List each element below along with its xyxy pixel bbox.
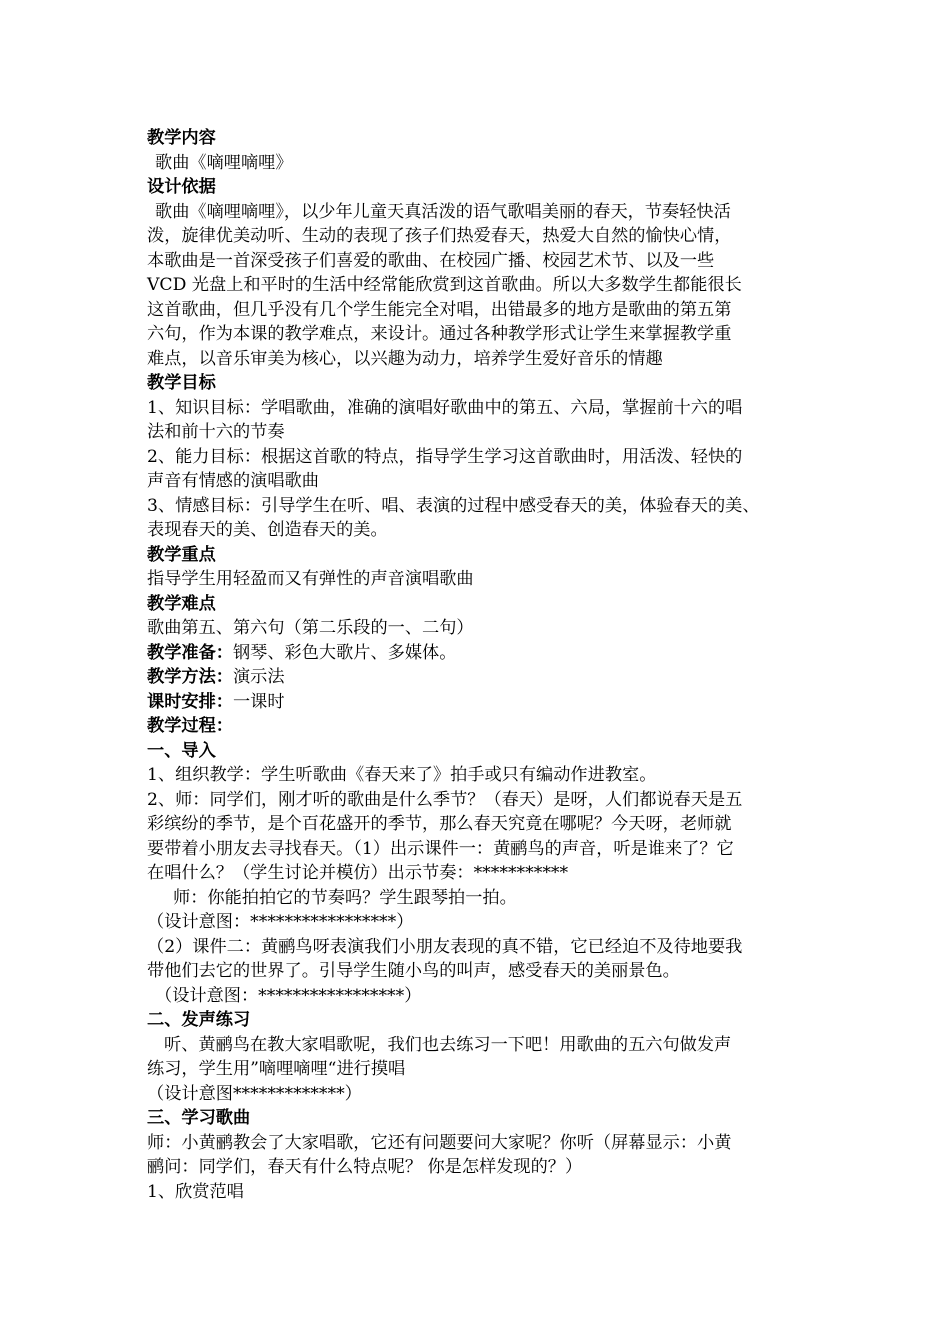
text-line: 歌曲《嘀哩嘀哩》，以少年儿童天真活泼的语气歌唱美丽的春天，节奏轻快活 — [155, 201, 731, 222]
text-line: 本歌曲是一首深受孩子们喜爱的歌曲、在校园广播、校园艺术节、以及一些 — [147, 250, 715, 271]
field-value: 演示法 — [232, 667, 285, 687]
text-line: 泼，旋律优美动听、生动的表现了孩子们热爱春天，热爱大自然的愉快心情， — [147, 226, 732, 246]
text-line — [147, 690, 837, 715]
text-line: 师：你能拍拍它的节奏吗？学生跟琴拍一拍。 — [173, 887, 517, 908]
field-value: 钢琴、彩色大歌片、多媒体。 — [232, 642, 457, 663]
section-heading: 教学目标 — [147, 373, 216, 393]
section-heading: 二、发声练习 — [147, 1010, 251, 1030]
text-line: 六句，作为本课的教学难点，来设计。通过各种教学形式让学生来掌握教学重 — [147, 324, 732, 344]
text-line: 听、黄鹂鸟在教大家唱歌呢，我们也去练习一下吧！用歌曲的五六句做发声 — [164, 1034, 732, 1055]
section-heading: 教学重点 — [147, 544, 216, 565]
text-line: 练习，学生用”嘀哩嘀哩“进行摸唱 — [147, 1059, 406, 1079]
field-value: 一课时 — [232, 691, 285, 712]
text-line: 师：小黄鹂教会了大家唱歌，它还有问题要问大家呢？你听（屏幕显示：小黄 — [147, 1132, 732, 1153]
text-line: VCD 光盘上和平时的生活中经常能欣赏到这首歌曲。所以大多数学生都能很长 — [147, 275, 742, 295]
text-line: 这首歌曲，但几乎没有几个学生能完全对唱，出错最多的地方是歌曲的第五第 — [147, 299, 732, 320]
text-line: 1、欣赏范唱 — [147, 1181, 244, 1202]
text-line: （设计意图：*****************） — [147, 912, 414, 932]
text-line — [147, 665, 837, 690]
text-line: 带他们去它的世界了。引导学生随小鸟的叫声，感受春天的美丽景色。 — [147, 961, 680, 981]
text-line: （设计意图*************） — [147, 1083, 362, 1104]
document-page — [147, 126, 837, 1204]
section-heading: 教学过程： — [147, 716, 233, 736]
text-line: 在唱什么？（学生讨论并模仿）出示节奏：*********** — [147, 863, 569, 883]
field-label: 教学方法： — [147, 667, 233, 687]
text-line: （设计意图：*****************） — [155, 985, 422, 1006]
text-line: 2、能力目标：根据这首歌的特点，指导学生学习这首歌曲时，用活泼、轻快的 — [147, 446, 743, 467]
section-heading: 设计依据 — [147, 177, 216, 197]
text-line: 彩缤纷的季节，是个百花盛开的季节，那么春天究竟在哪呢？今天呀，老师就 — [147, 814, 732, 834]
text-line: 表现春天的美、创造春天的美。 — [147, 520, 388, 540]
text-line: （2）课件二：黄鹂鸟呀表演我们小朋友表现的真不错，它已经迫不及待地要我 — [147, 936, 743, 957]
field-label: 课时安排： — [147, 691, 233, 712]
text-line: 歌曲第五、第六句（第二乐段的一、二句） — [147, 618, 474, 638]
text-line: 2、师：同学们，刚才听的歌曲是什么季节？（春天）是呀，人们都说春天是五 — [147, 789, 743, 810]
text-line: 3、情感目标：引导学生在听、唱、表演的过程中感受春天的美，体验春天的美、 — [147, 495, 760, 516]
text-line: 鹂问：同学们，春天有什么特点呢？ 你是怎样发现的？） — [147, 1157, 583, 1177]
section-heading: 教学难点 — [147, 593, 216, 614]
text-line: 难点，以音乐审美为核心，以兴趣为动力，培养学生爱好音乐的情趣 — [147, 348, 663, 369]
text-line: 指导学生用轻盈而又有弹性的声音演唱歌曲 — [147, 569, 474, 589]
text-line: 法和前十六的节奏 — [147, 422, 285, 442]
text-line: 声音有情感的演唱歌曲 — [147, 471, 319, 491]
section-heading: 三、学习歌曲 — [147, 1108, 251, 1128]
field-label: 教学准备： — [147, 642, 233, 663]
section-heading: 一、导入 — [147, 740, 216, 761]
section-heading: 教学内容 — [147, 128, 216, 148]
text-line — [147, 641, 837, 666]
text-line: 1、组织教学：学生听歌曲《春天来了》拍手或只有编动作进教室。 — [147, 765, 657, 785]
text-line: 1、知识目标：学唱歌曲，准确的演唱好歌曲中的第五、六局，掌握前十六的唱 — [147, 397, 743, 418]
text-line: 要带着小朋友去寻找春天。（1）出示课件一：黄鹂鸟的声音，听是谁来了？它 — [147, 838, 734, 859]
text-line: 歌曲《嘀哩嘀哩》 — [155, 152, 293, 173]
